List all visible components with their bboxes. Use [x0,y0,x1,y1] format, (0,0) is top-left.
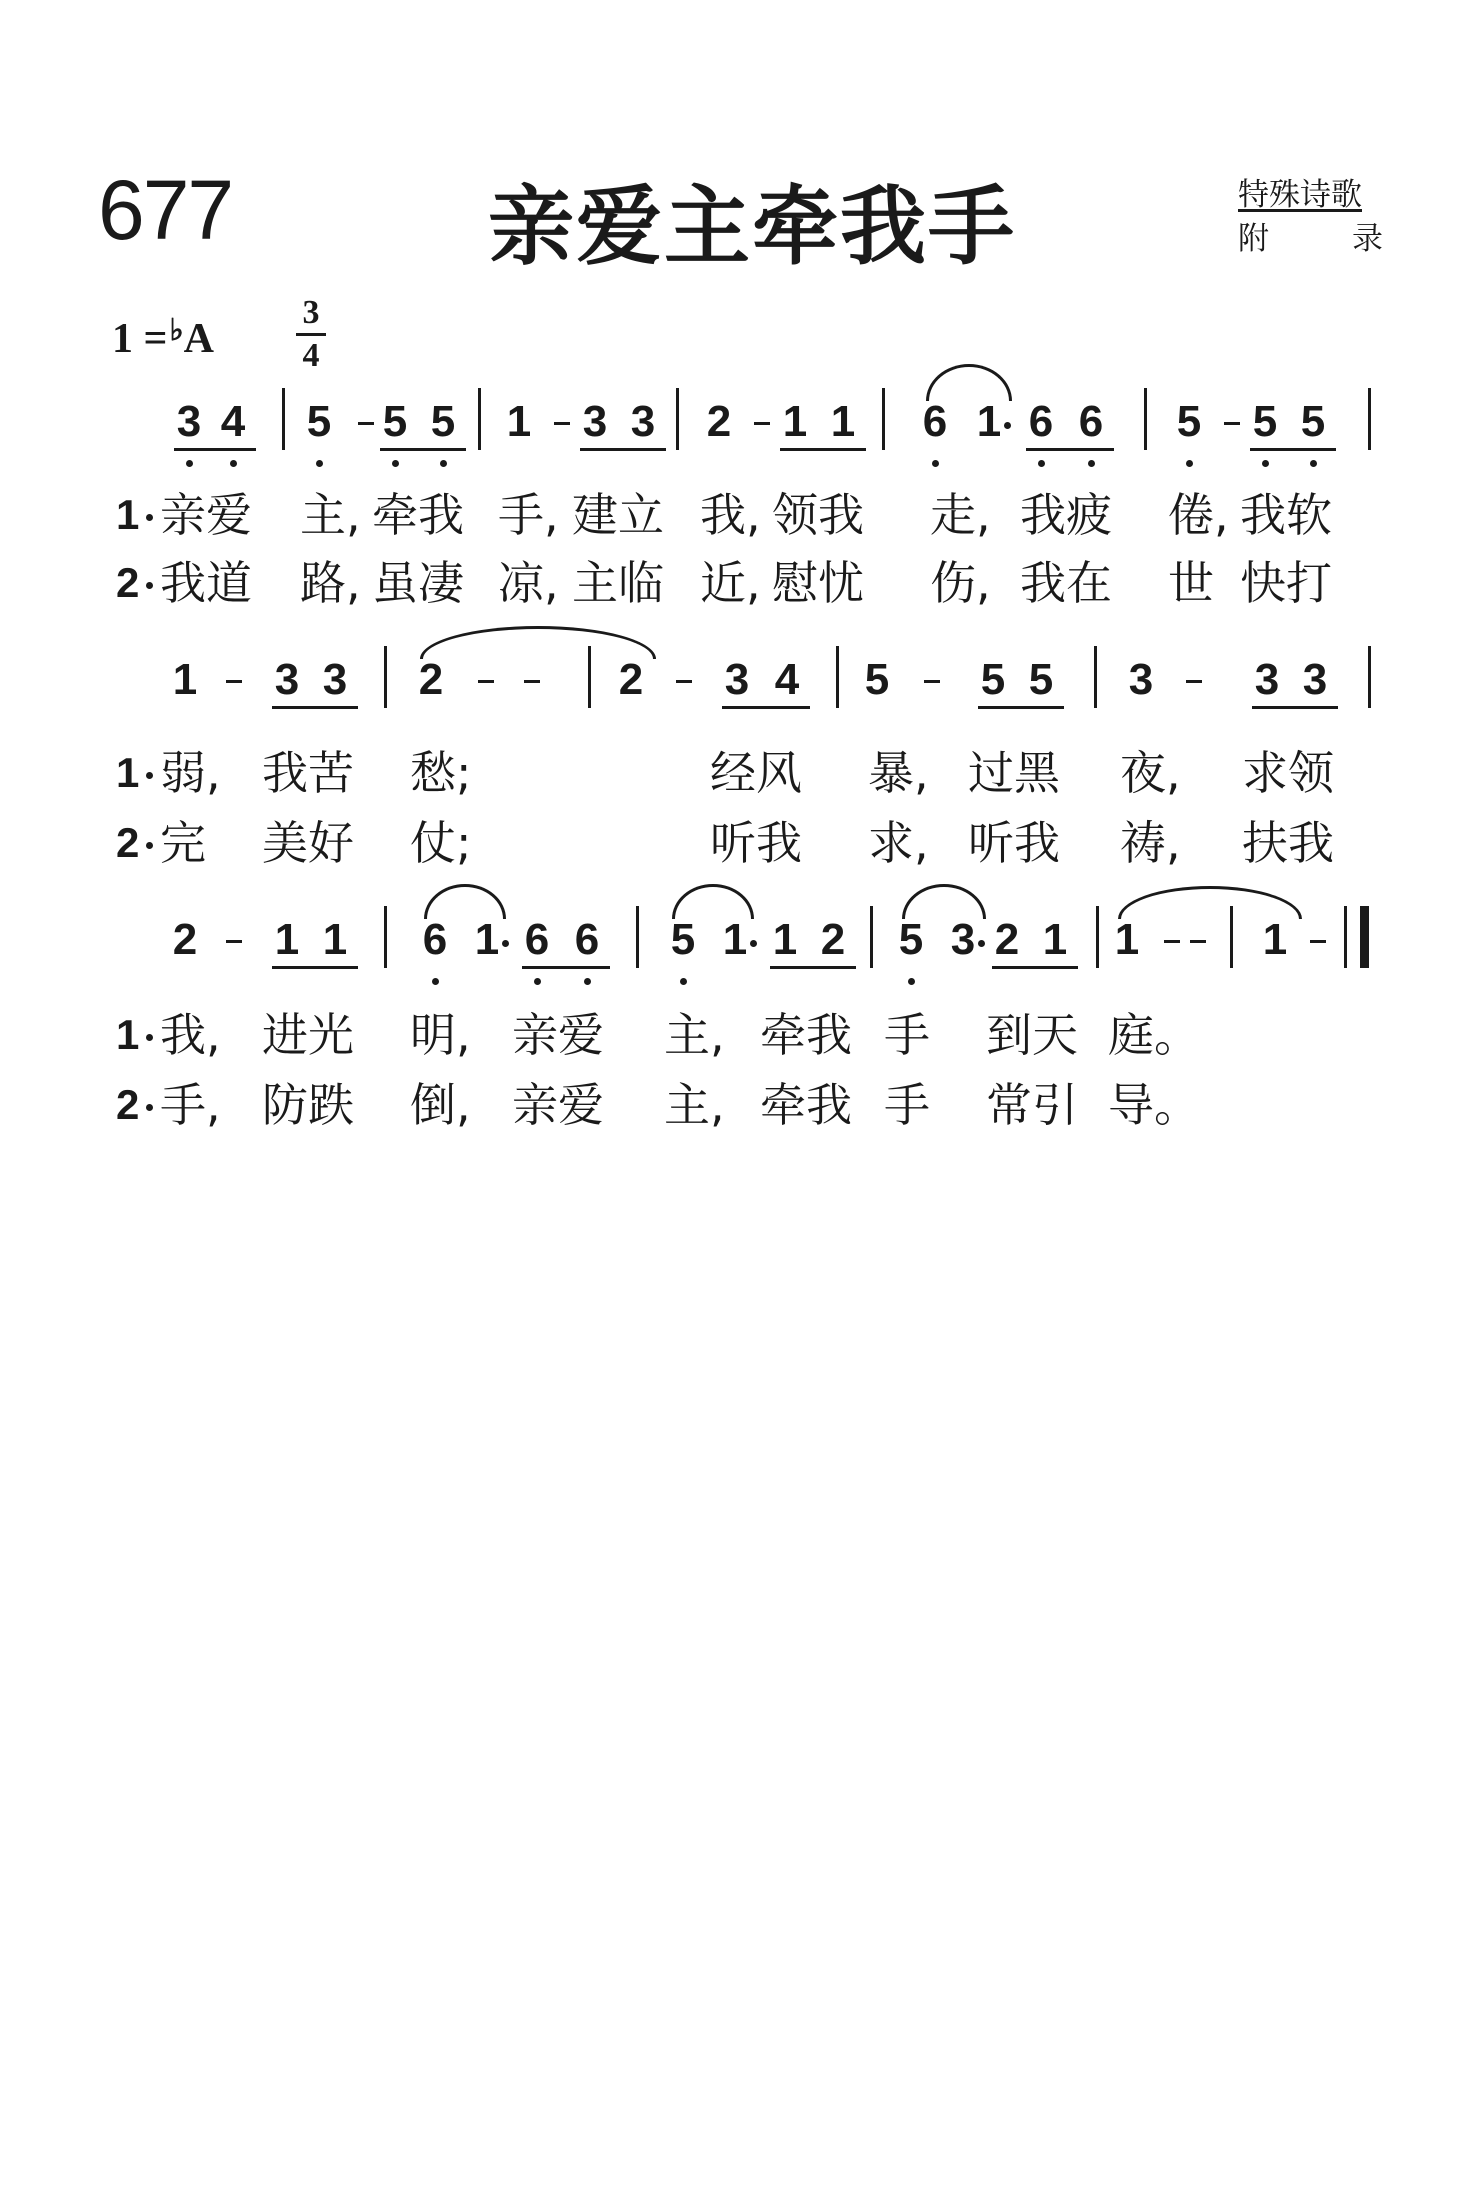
slur-arc [902,884,986,919]
bar-line [836,646,839,708]
verse-number: 2 [116,559,140,606]
lyric-syllable: 经风 [710,746,802,800]
note: 5 [306,397,332,446]
note: 4 [220,397,246,446]
slur-arc [672,884,754,919]
note: 3 [1128,655,1154,704]
lyric-syllable: 倒, [410,1078,471,1132]
lyric-syllable: 主, [300,488,361,542]
lyric-syllable: 到天 [986,1008,1078,1062]
lyric-syllable: 常引 [986,1078,1078,1132]
lower-octave-dot [1038,460,1045,467]
lyric-syllable: 亲爱 [160,488,252,542]
verse-number: 1 [116,491,140,538]
augmentation-dot [978,940,985,947]
note: 3 [274,655,300,704]
beam-underline [978,706,1064,709]
lyric-syllable: 扶我 [1242,816,1334,870]
note: 6 [922,397,948,446]
note: 3 [724,655,750,704]
note: 3 [950,915,976,964]
bar-line [1096,906,1099,968]
flat-sign: ♭ [169,314,184,347]
lower-octave-dot [932,460,939,467]
lower-octave-dot [1088,460,1095,467]
lyric-syllable: 牵我 [760,1078,852,1132]
note: 5 [382,397,408,446]
lyric-syllable: 求, [868,816,929,870]
lyric-syllable: 建立 [572,488,664,542]
beam-underline [380,448,466,451]
hymn-number: 677 [98,163,233,257]
time-sig-line [296,333,326,336]
rest-dash [524,680,540,683]
note: 6 [524,915,550,964]
beam-underline [1250,448,1336,451]
lower-octave-dot [316,460,323,467]
lyric-syllable: 庭。 [1108,1008,1200,1062]
lyric-syllable: 亲爱 [512,1078,604,1132]
lyric-syllable: 听我 [968,816,1060,870]
bar-line [882,388,885,450]
lyric-syllable: 过黑 [968,746,1060,800]
beam-underline [722,706,810,709]
note: 1 [782,397,808,446]
augmentation-dot [502,940,509,947]
note: 6 [574,915,600,964]
slur-arc [420,626,656,659]
rest-dash [1186,680,1202,683]
slur-arc [926,364,1012,401]
lyric-syllable: 我疲 [1020,488,1112,542]
time-signature [296,296,326,373]
rest-dash [754,422,770,425]
note: 5 [1252,397,1278,446]
lyric-syllable: 美好 [262,816,354,870]
lyric-syllable: 凉, [498,556,559,610]
bar-line [1368,388,1371,450]
note: 1 [474,915,500,964]
verse-number: 1 [116,749,140,796]
lyric-syllable: 暴, [868,746,929,800]
note: 2 [172,915,198,964]
lower-octave-dot [432,978,439,985]
beam-underline [272,966,358,969]
rest-dash [924,680,940,683]
note: 3 [1254,655,1280,704]
note: 5 [670,915,696,964]
verse-number: 2 [116,1081,140,1128]
bar-line [384,906,387,968]
slur-arc [1118,886,1302,919]
note: 1 [722,915,748,964]
lyric-syllable: 主临 [572,556,664,610]
lower-octave-dot [392,460,399,467]
lyric-syllable: 快打 [1240,556,1332,610]
lyric-syllable: 防跌 [262,1078,354,1132]
bar-line [636,906,639,968]
lyric-syllable: 仗; [410,816,472,870]
note: 3 [582,397,608,446]
lyric-syllable: 进光 [262,1008,354,1062]
lyric-syllable: 亲爱 [512,1008,604,1062]
beam-underline [992,966,1078,969]
rest-dash [554,422,570,425]
lyric-syllable: 夜, [1120,746,1181,800]
time-sig-top: 3 [302,294,320,331]
lyric-syllable: 路, [300,556,361,610]
rest-dash [226,680,242,683]
lower-octave-dot [584,978,591,985]
time-sig-bottom: 4 [302,337,320,374]
lyric-syllable: 手, [160,1078,221,1132]
key-letter: A [183,316,214,362]
note: 1 [976,397,1002,446]
note: 5 [1176,397,1202,446]
note: 5 [864,655,890,704]
bar-line [282,388,285,450]
beam-underline [580,448,666,451]
lyric-syllable: 牵我 [760,1008,852,1062]
beam-underline [1026,448,1114,451]
bar-line [1144,388,1147,450]
lower-octave-dot [680,978,687,985]
note: 3 [630,397,656,446]
category-sub-1: 附 [1238,221,1269,257]
note: 2 [820,915,846,964]
note: 1 [772,915,798,964]
beam-underline [770,966,856,969]
lower-octave-dot [1186,460,1193,467]
final-bar-thick [1360,906,1369,968]
note: 6 [1078,397,1104,446]
note: 2 [618,655,644,704]
lyric-syllable: 完 [160,816,206,870]
note: 6 [1028,397,1054,446]
note: 2 [994,915,1020,964]
note: 5 [1028,655,1054,704]
bar-line [384,646,387,708]
note: 3 [176,397,202,446]
beam-underline [174,448,256,451]
note: 5 [430,397,456,446]
note: 5 [1300,397,1326,446]
lyric-syllable: 牵我 [372,488,464,542]
lyric-syllable: 世 [1168,556,1214,610]
lyric-syllable: 手 [884,1008,930,1062]
note: 1 [830,397,856,446]
verse-number: 2 [116,819,140,866]
rest-dash [226,940,242,943]
rest-dash [478,680,494,683]
lyric-syllable: 明, [410,1008,471,1062]
category-label: 特殊诗歌 [1238,177,1362,213]
lower-octave-dot [1310,460,1317,467]
lower-octave-dot [186,460,193,467]
note: 1 [274,915,300,964]
note: 2 [706,397,732,446]
lower-octave-dot [1262,460,1269,467]
lower-octave-dot [908,978,915,985]
lyric-syllable: 领我 [772,488,864,542]
note: 5 [898,915,924,964]
augmentation-dot [750,940,757,947]
lyric-syllable: 我, [160,1008,221,1062]
note: 1 [1114,915,1140,964]
note: 5 [980,655,1006,704]
note: 1 [1042,915,1068,964]
lyric-syllable: 慰忧 [772,556,864,610]
slur-arc [424,884,506,919]
lyric-syllable: 祷, [1120,816,1181,870]
note: 3 [1302,655,1328,704]
lyric-syllable: 倦, [1168,488,1229,542]
final-bar-thin [1344,906,1347,968]
lyric-syllable: 我道 [160,556,252,610]
bar-line [1368,646,1371,708]
hymn-title: 亲爱主牵我手 [488,177,1016,277]
verse-number: 1 [116,1011,140,1058]
lyric-syllable: 伤, [930,556,991,610]
note: 6 [422,915,448,964]
note: 4 [774,655,800,704]
lyric-syllable: 近, [700,556,761,610]
rest-dash [1164,940,1180,943]
note: 1 [322,915,348,964]
lyric-syllable: 我在 [1020,556,1112,610]
bar-line [676,388,679,450]
rest-dash [1190,940,1206,943]
beam-underline [780,448,866,451]
note: 2 [418,655,444,704]
augmentation-dot [1004,422,1011,429]
lyric-syllable: 虽凄 [372,556,464,610]
lower-octave-dot [230,460,237,467]
lyric-syllable: 求领 [1242,746,1334,800]
verse-number-dot [146,842,153,849]
lyric-syllable: 我苦 [262,746,354,800]
rest-dash [358,422,374,425]
bar-line [870,906,873,968]
bar-line [1094,646,1097,708]
lyric-syllable: 手, [498,488,559,542]
verse-number-dot [146,1104,153,1111]
lyric-syllable: 弱, [160,746,221,800]
beam-underline [1252,706,1338,709]
note: 1 [506,397,532,446]
lyric-syllable: 我软 [1240,488,1332,542]
beam-underline [522,966,610,969]
verse-number-dot [146,514,153,521]
category-sub-2: 录 [1352,221,1383,257]
note: 1 [1262,915,1288,964]
note: 1 [172,655,198,704]
bar-line [478,388,481,450]
verse-number-dot [146,1034,153,1041]
lyric-syllable: 愁; [410,746,472,800]
rest-dash [1224,422,1240,425]
lyric-syllable: 导。 [1108,1078,1200,1132]
lyric-syllable: 走, [930,488,991,542]
lyric-syllable: 主, [664,1008,725,1062]
rest-dash [676,680,692,683]
key-signature [112,314,214,362]
lyric-syllable: 我, [700,488,761,542]
key-prefix: 1 = [112,316,168,362]
note: 3 [322,655,348,704]
lyric-syllable: 听我 [710,816,802,870]
beam-underline [272,706,358,709]
verse-number-dot [146,582,153,589]
verse-number-dot [146,772,153,779]
lower-octave-dot [440,460,447,467]
lyric-syllable: 手 [884,1078,930,1132]
lower-octave-dot [534,978,541,985]
rest-dash [1310,940,1326,943]
lyric-syllable: 主, [664,1078,725,1132]
